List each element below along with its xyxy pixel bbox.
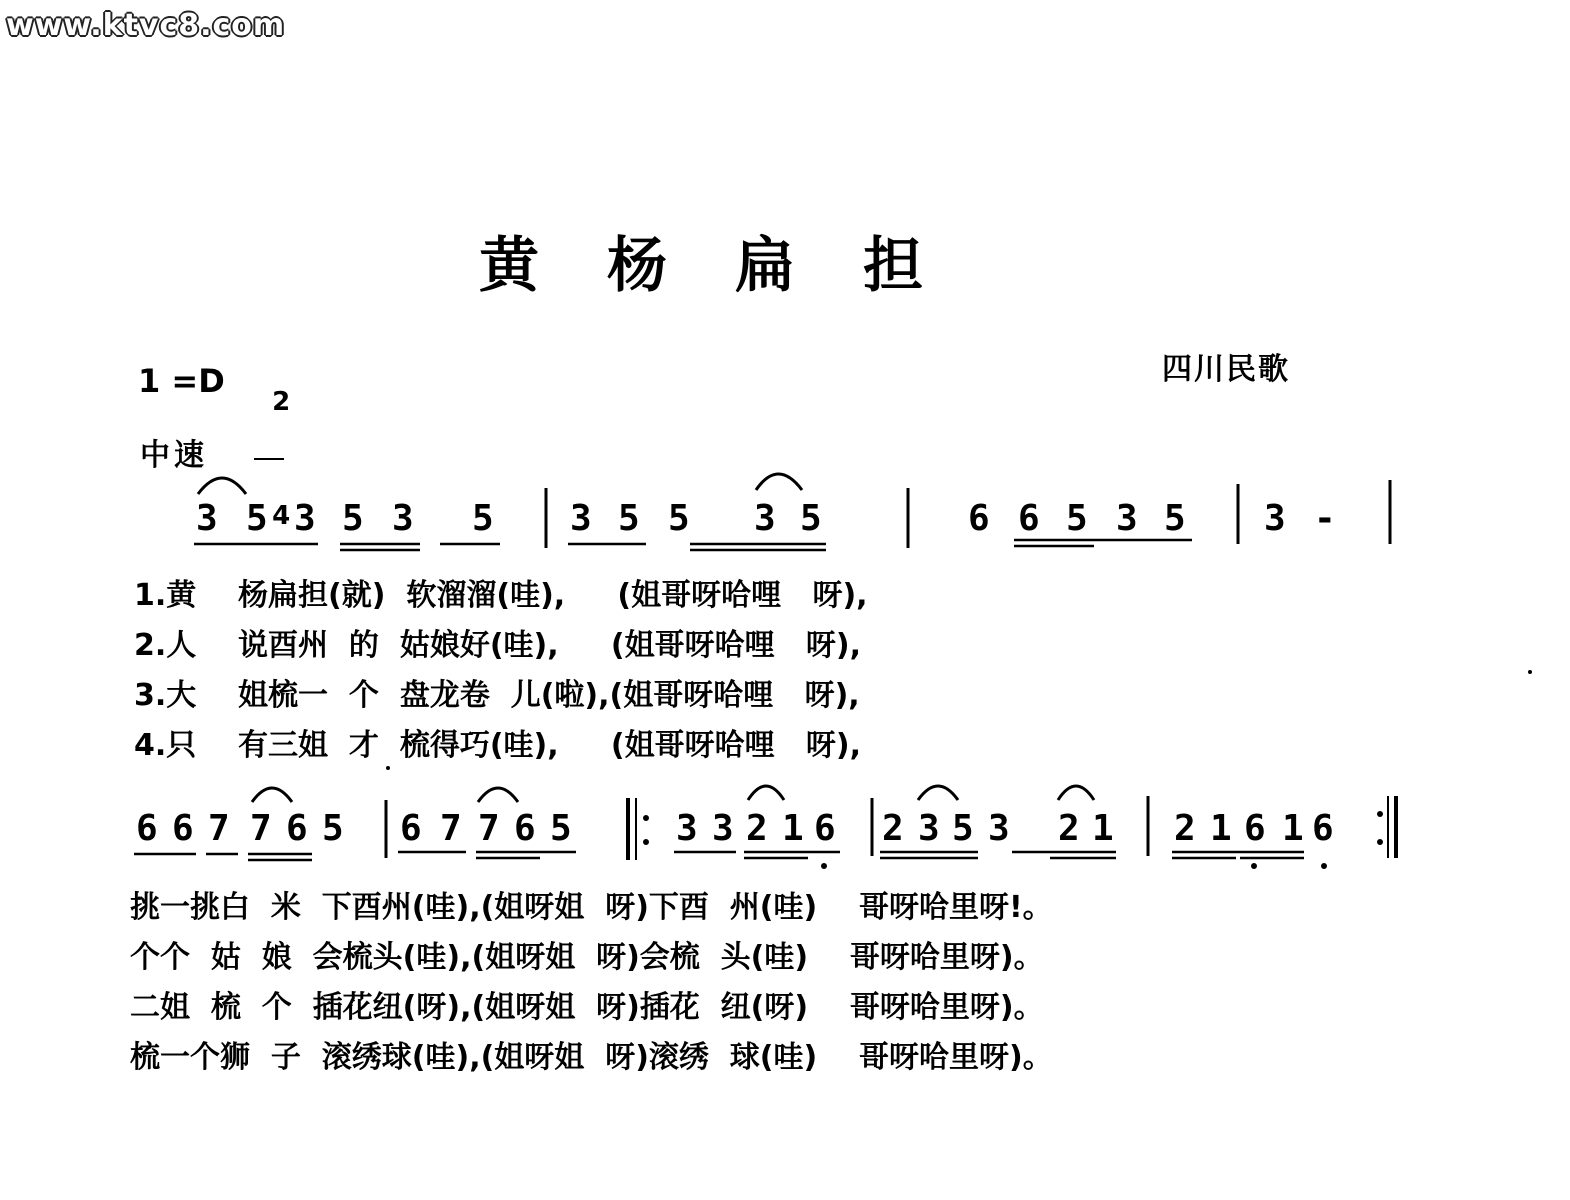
watermark: www.ktvc8.com xyxy=(6,8,286,43)
octave-dot xyxy=(1251,863,1257,869)
note: 3 xyxy=(294,498,316,539)
slur xyxy=(198,478,246,494)
lyric-line: 3.大 姐梳一 个 盘龙卷 儿(啦),(姐哥呀哈哩 呀), xyxy=(134,678,860,713)
slur xyxy=(478,788,518,802)
note: 6 xyxy=(286,808,308,849)
note: 6 xyxy=(514,808,536,849)
note: 5 xyxy=(1066,498,1088,539)
note: 3 xyxy=(918,808,940,849)
note: 5 xyxy=(342,498,364,539)
time-signature-bottom: 4 xyxy=(272,501,291,531)
speck xyxy=(386,766,390,770)
note: 2 xyxy=(746,808,768,849)
tempo-marking: 中速 xyxy=(140,438,208,473)
repeat-dot xyxy=(643,839,649,845)
note: 5 xyxy=(246,498,268,539)
page-title: 黄杨扁担 xyxy=(479,231,991,301)
lyric-line: 2.人 说酉州 的 姑娘好(哇), (姐哥呀哈哩 呀), xyxy=(134,628,862,663)
note: 3 xyxy=(392,498,414,539)
note: 3 xyxy=(1264,498,1286,539)
note: 6 xyxy=(1312,808,1334,849)
lyric-line: 二姐 梳 个 插花纽(呀),(姐呀姐 呀)插花 纽(呀) 哥呀哈里呀)。 xyxy=(130,990,1044,1025)
slur xyxy=(748,786,784,800)
slur xyxy=(1058,786,1094,800)
slur xyxy=(756,474,802,490)
song-source: 四川民歌 xyxy=(1162,352,1290,387)
note: 6 xyxy=(1018,498,1040,539)
note: 6 xyxy=(136,808,158,849)
repeat-dot xyxy=(1377,839,1383,845)
lyric-line: 挑一挑白 米 下酉州(哇),(姐呀姐 呀)下酉 州(哇) 哥呀哈里呀!。 xyxy=(130,890,1053,925)
note: 1 xyxy=(1282,808,1304,849)
note: 7 xyxy=(250,808,272,849)
note: 7 xyxy=(478,808,500,849)
lyric-line: 梳一个狮 子 滚绣球(哇),(姐呀姐 呀)滚绣 球(哇) 哥呀哈里呀)。 xyxy=(130,1040,1053,1075)
note: 5 xyxy=(322,808,344,849)
lyric-line: 1.黄 杨扁担(就) 软溜溜(哇), (姐哥呀哈哩 呀), xyxy=(134,578,868,613)
note: 3 xyxy=(754,498,776,539)
note: 3 xyxy=(1116,498,1138,539)
note: 5 xyxy=(472,498,494,539)
note: 3 xyxy=(676,808,698,849)
note: 2 xyxy=(1058,808,1080,849)
note: 6 xyxy=(172,808,194,849)
note: 5 xyxy=(1164,498,1186,539)
lyric-line: 4.只 有三姐 才 梳得巧(哇), (姐哥呀哈哩 呀), xyxy=(134,728,862,763)
note: 6 xyxy=(814,808,836,849)
note: 2 xyxy=(882,808,904,849)
slur xyxy=(918,786,958,800)
note: 5 xyxy=(800,498,822,539)
note: 7 xyxy=(440,808,462,849)
octave-dot xyxy=(1321,863,1327,869)
note: 5 xyxy=(668,498,690,539)
speck xyxy=(1528,670,1532,674)
time-signature-top: 2 xyxy=(272,387,291,417)
note: 7 xyxy=(208,808,230,849)
note: 3 xyxy=(196,498,218,539)
slur xyxy=(252,788,292,802)
note: 6 xyxy=(400,808,422,849)
note: 1 xyxy=(782,808,804,849)
note: 6 xyxy=(1244,808,1266,849)
note: 3 xyxy=(712,808,734,849)
note: 3 xyxy=(988,808,1010,849)
note: 6 xyxy=(968,498,990,539)
key-signature: 1 =D xyxy=(138,362,225,400)
note: 5 xyxy=(550,808,572,849)
lyric-line: 个个 姑 娘 会梳头(哇),(姐呀姐 呀)会梳 头(哇) 哥呀哈里呀)。 xyxy=(130,940,1044,975)
note: 5 xyxy=(952,808,974,849)
note: 2 xyxy=(1174,808,1196,849)
octave-dot xyxy=(821,863,827,869)
note: - xyxy=(1314,498,1336,539)
note: 3 xyxy=(570,498,592,539)
note: 5 xyxy=(618,498,640,539)
repeat-dot xyxy=(1377,811,1383,817)
note: 1 xyxy=(1210,808,1232,849)
note: 1 xyxy=(1092,808,1114,849)
repeat-dot xyxy=(643,815,649,821)
